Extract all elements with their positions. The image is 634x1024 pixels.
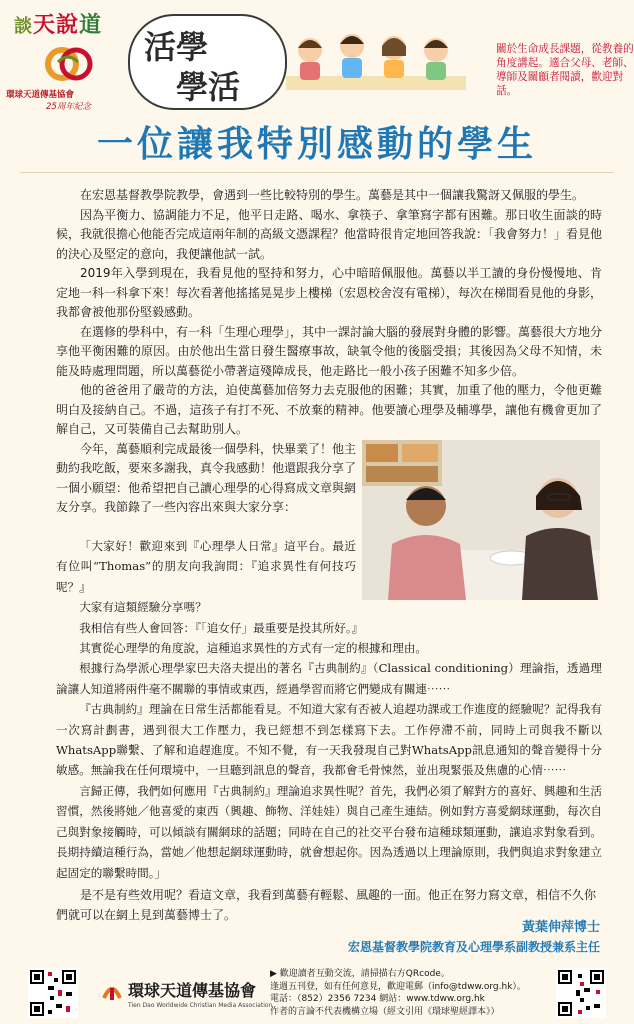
- footer-org: [100, 978, 272, 1009]
- paragraph: 今年，萬藝順利完成最後一個學科，快畢業了！他主動約我吃飯，要來多謝我，真令我感動！他還跟我分享了一個小願望：他希望把自己讀心理學的心得寫成文章與網友分享。我節錄了一些內容出來與大家分享：: [56, 441, 357, 514]
- anniversary-label: 25周年紀念: [46, 102, 91, 112]
- org-mini-name: 環球天道傳基協會: [6, 90, 75, 100]
- paragraph: 在選修的學科中，有一科「生理心理學」，其中一課討論大腦的發展對身體的影響。萬藝很大方地分享他平衡困難的原因。由於他出生當日發生醫療事故，缺氧令他的後腦受損；其後因為父母不知情，未能及時處理問題，所以萬藝從小帶著這殘障成長，他走路比一般小孩子困難不知多少倍。: [56, 324, 603, 378]
- author-name: 黃葉伸萍博士: [521, 920, 600, 935]
- footer-info-line: 逢週五刊登，如有任何意見，歡迎電郵（info@tdww.org.hk）。: [270, 981, 526, 992]
- quote-narrow: [56, 536, 356, 597]
- badge-bottom: 學活: [176, 68, 241, 106]
- divider: [20, 172, 614, 173]
- closing-paragraph: 是不是有些效用呢？看這文章，我看到萬藝有輕鬆、風趣的一面。他正在努力寫文章，相信不久你們就可以在網上見到萬藝博士了。: [56, 888, 597, 922]
- series-title-b: 天說: [33, 13, 80, 38]
- paragraph: 因為平衡力、協調能力不足，他平日走路、喝水、拿筷子、拿筆寫字都有困難。那日收生面談的時候，我就很擔心他能否完成這兩年制的高級文憑課程？他當時很肯定地回答我說：「我會努力！」看見他的決心及堅定的意向，我便讓他試一試。: [56, 207, 603, 261]
- header: [0, 0, 634, 118]
- series-title-a: 談: [14, 16, 33, 37]
- children-illustration-icon: [286, 18, 466, 94]
- series-title: [14, 8, 102, 39]
- footer-org-en: Tien Dao Worldwide Christian Media Association: [128, 1002, 273, 1009]
- quote-paragraph: 我相信有些人會回答：『「追女仔」最重要是投其所好。』: [79, 620, 364, 635]
- quote-block: [56, 536, 602, 883]
- qr-code-icon[interactable]: [556, 968, 606, 1018]
- footer-org-name: 環球天道傳基協會: [128, 981, 257, 1000]
- column-badge: [128, 14, 287, 110]
- quote-paragraph: 言歸正傳，我們如何應用『古典制約』理論追求異性呢？首先，我們必須了解對方的喜好、興趣和生活習慣，然後將她／他喜愛的東西（興趣、飾物、洋娃娃）與自己產生連結。例如對方喜愛網球運動，每次自己與對象接觸時，可以傾談有關網球的話題；同時在自己的社交平台發布這種球類運動，讓追求對象看到。長期持續這種行為，當她／他想起網球運動時，就會想起你。因為透過以上理論原則，我們與追求對象建立起固定的聯繫時間。」: [56, 783, 602, 880]
- quote-paragraph: 其實從心理學的角度說，這種追求異性的方式有一定的根據和理由。: [79, 641, 428, 656]
- author-title: 宏恩基督教學院教育及心理學系副教授兼系主任: [347, 940, 600, 954]
- closing: [56, 886, 602, 925]
- paragraph: 在宏恩基督教學院教學，會遇到一些比較特別的學生。萬藝是其中一個讓我驚訝又佩服的學生。: [80, 188, 585, 202]
- quote-paragraph: 『古典制約』理論在日常生活都能看見。不知道大家有否被人追趕功課或工作進度的經驗呢？記得我有一次寫計劃書，遇到很大工作壓力，我已經想不到怎樣寫下去。工作停滯不前，同時上司與我不斷以WhatsApp聯繫、了解和追趕進度。不知不覺，有一天我發現自己對WhatsApp訊息通知的聲音變得十分敏感。無論我在任何環境中，一旦聽到訊息的聲音，我都會毛骨悚然，並出現緊張及焦慮的心情⋯⋯: [56, 702, 602, 778]
- org-logo-icon: [100, 978, 124, 1002]
- qr-code-icon[interactable]: [28, 968, 78, 1018]
- footer-info-line: ▶ 歡迎讀者互動交流，請掃描右方QRcode。: [270, 969, 450, 979]
- footer: [0, 962, 634, 1024]
- series-title-c: 道: [79, 13, 103, 38]
- headline: 一位讓我特別感動的學生: [96, 124, 537, 165]
- badge-top: 活學: [144, 28, 209, 66]
- anniversary-logo-icon: [40, 44, 96, 84]
- quote-paragraph: 大家有這類經驗分享嗎？: [79, 600, 207, 615]
- org-mini: [6, 88, 126, 112]
- quote-paragraph: 根據行為學派心理學家巴夫洛夫提出的著名『古典制約』（Classical conditioning）理論指，透過理論讓人知道將兩件毫不關聯的事情或東西，經過學習而將它們變成有關連⋯⋯: [56, 661, 602, 696]
- quote-paragraph: 「大家好！歡迎來到『心理學人日常』這平台。最近有位叫“Thomas”的朋友向我詢問：『追求異性有何技巧呢？』: [56, 539, 356, 594]
- footer-info-line: 電話：（852）2356 7234 網站：www.tdww.org.hk: [270, 994, 485, 1005]
- footer-info-line: 作者的言論不代表機構立場（經文引用《環球聖經譯本》）: [270, 1006, 500, 1017]
- footer-info: [270, 968, 550, 1018]
- paragraph: 他的爸爸用了嚴苛的方法，迫使萬藝加倍努力去克服他的困難；其實，加重了他的壓力，令他更難明白及接納自己。不過，這孩子有打不死、不放棄的精神。他要讀心理學及輔導學，讓他有機會更加了解自己，又可裝備自己去幫助別人。: [56, 383, 602, 436]
- paragraph: 2019年入學到現在，我看見他的堅持和努力，心中暗暗佩服他。萬藝以半工讀的身份慢慢地、肯定地一科一科拿下來！每次看著他搖搖晃晃步上樓梯（宏恩校舍沒有電梯），每次在梯間看見他的身影，我都會被他那份堅毅感動。: [56, 266, 603, 319]
- column-intro: 關於生命成長課題，從教養的角度講起。適合父母、老師、導師及關顧者閱讀，歡迎對話。: [496, 43, 634, 97]
